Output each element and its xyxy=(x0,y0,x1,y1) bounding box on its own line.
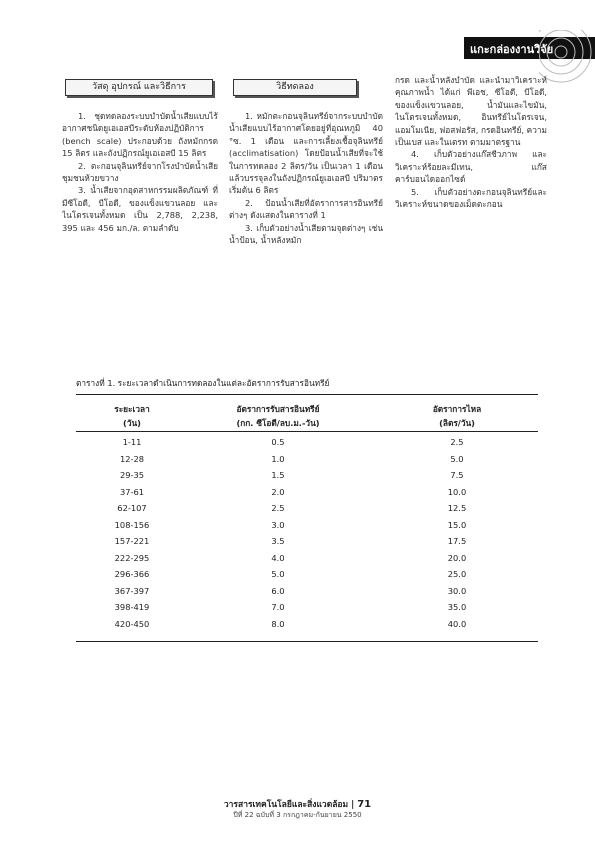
header-title: แกะกล่องงานวิจัย xyxy=(470,43,554,56)
cell-duration: 420-450 xyxy=(114,618,150,629)
target-circle-icon xyxy=(539,30,595,86)
header-flow-rate-unit: (ลิตร/วัน) xyxy=(439,418,475,428)
header-organic-loading-label: อัตราการรับสารอินทรีย์ xyxy=(236,404,320,414)
header-duration-label: ระยะเวลา xyxy=(114,404,150,414)
footer-separator: | xyxy=(351,800,358,810)
table-caption xyxy=(76,376,329,390)
cell-duration: 296-366 xyxy=(114,569,150,579)
cell-duration: 37-61 xyxy=(119,486,145,497)
cell-organic-loading: 4.0 xyxy=(271,552,285,563)
page-number: 71 xyxy=(357,799,372,810)
cell-flow-rate: 2.5 xyxy=(450,437,464,447)
table-row xyxy=(76,586,538,602)
header-duration-unit: (วัน) xyxy=(123,418,141,428)
cell-organic-loading: 8.0 xyxy=(271,618,285,629)
table-row xyxy=(76,602,538,618)
method-step-3: 3. เก็บตัวอย่างน้ำเสียตามจุดต่างๆ เช่น น้ำป้อน, น้ำหลังหมัก xyxy=(229,222,383,246)
cell-duration: 29-35 xyxy=(119,470,145,480)
cell-organic-loading: 7.0 xyxy=(271,602,285,612)
materials-column xyxy=(62,110,218,320)
cell-flow-rate: 17.5 xyxy=(447,536,467,546)
cell-organic-loading: 1.5 xyxy=(271,470,285,480)
cell-organic-loading: 0.5 xyxy=(271,437,285,447)
cell-flow-rate: 35.0 xyxy=(447,602,467,612)
cell-organic-loading: 3.0 xyxy=(271,519,285,530)
table-row xyxy=(76,437,538,453)
cell-organic-loading: 6.0 xyxy=(271,585,285,596)
cell-duration: 12-28 xyxy=(119,453,145,464)
cell-flow-rate: 30.0 xyxy=(447,585,467,596)
cell-flow-rate: 20.0 xyxy=(447,552,467,563)
cell-organic-loading: 1.0 xyxy=(271,453,285,464)
cell-flow-rate: 40.0 xyxy=(447,618,467,629)
header-flow-rate-label: อัตราการไหล xyxy=(432,404,482,414)
header-flow-rate xyxy=(397,402,517,430)
cell-duration: 157-221 xyxy=(114,536,150,546)
table-caption-text: ระยะเวลาดำเนินการทดลองในแต่ละอัตราการรับสารอินทรีย์ xyxy=(117,378,330,388)
table-row xyxy=(76,520,538,536)
table-row xyxy=(76,470,538,486)
cell-flow-rate: 7.5 xyxy=(450,470,464,480)
cell-flow-rate: 25.0 xyxy=(447,569,467,579)
materials-item-3: 3. น้ำเสียจากอุตสาหกรรมผลิตภัณฑ์ ที่มีซีโอดี, บีโอดี, ของแข็งแขวนลอย และไนโตรเจนทั้งหมด เป็น 2,788, 2,238, 395 และ 456 มก./ล. ตามลำดับ xyxy=(62,185,218,233)
table-header-rule xyxy=(76,431,538,432)
table-row xyxy=(76,569,538,585)
materials-item-2: 2. ตะกอนจุลินทรีย์จากโรงบำบัดน้ำเสียชุมชนห้วยขวาง xyxy=(62,160,218,184)
table-caption-label: ตารางที่ 1. xyxy=(76,378,116,388)
cell-organic-loading: 3.5 xyxy=(271,536,285,546)
table-row xyxy=(76,487,538,503)
footer-issue: ปีที่ 22 ฉบับที่ 3 กรกฎาคม-กันยายน 2550 xyxy=(233,811,362,819)
method-column xyxy=(229,110,383,320)
cell-duration: 1-11 xyxy=(122,437,142,447)
cell-duration: 367-397 xyxy=(114,585,150,596)
table-bottom-rule xyxy=(76,641,538,642)
table-row xyxy=(76,536,538,552)
method-column-continued xyxy=(395,74,547,320)
header-organic-loading-unit: (กก. ซีโอดี/ลบ.ม.-วัน) xyxy=(236,418,320,428)
cell-organic-loading: 2.5 xyxy=(271,503,285,513)
footer-journal xyxy=(0,797,595,811)
cell-organic-loading: 5.0 xyxy=(271,569,285,579)
method-step-5: 5. เก็บตัวอย่างตะกอนจุลินทรีย์และวิเคราะห์ขนาดของเม็ดตะกอน xyxy=(395,186,547,210)
materials-heading: วัสดุ อุปกรณ์ และวิธีการ xyxy=(65,79,213,96)
method-step-1: 1. หมักตะกอนจุลินทรีย์จากระบบบำบัดน้ำเสียแบบไร้อากาศโดยอยู่ที่อุณหภูมิ 40 °ซ. 1 เดือน และการเลี้ยงเชื้อจุลินทรีย์ (acclimatisation) โดยป้อนน้ำเสียที่จะใช้ในการทดลอง 2 ลิตร/วัน เป็นเวลา 1 เดือน แล้วบรรจุลงในถังปฏิกรณ์ยูเอเอสบี ปริมาตรเริ่มต้น 6 ลิตร xyxy=(229,111,383,196)
table-top-rule xyxy=(76,394,538,395)
table-row xyxy=(76,454,538,470)
method-step-4: 4. เก็บตัวอย่างแก๊สชีวภาพ และวิเคราะห์ร้อยละมีเทน, แก๊สคาร์บอนไดออกไซด์ xyxy=(395,149,547,185)
method-step-2: 2. ป้อนน้ำเสียที่อัตราการสารอินทรีย์ต่างๆ ดังแสดงในตารางที่ 1 xyxy=(229,197,383,221)
footer-journal-title: วารสารเทคโนโลยีและสิ่งแวดล้อม xyxy=(223,800,349,810)
cell-flow-rate: 15.0 xyxy=(447,519,467,530)
cell-flow-rate: 10.0 xyxy=(447,486,467,497)
header-organic-loading xyxy=(204,402,352,430)
cell-duration: 222-295 xyxy=(114,552,150,563)
method-step-3-cont: กรด และน้ำหลังบำบัด และนำมาวิเคราะห์คุณภาพน้ำ ได้แก่ พีเอช, ซีโอดี, บีโอดี, ของแข็งแขวนลอย, น้ำมันและไขมัน, ไนโตรเจนทั้งหมด, อินทรีย์ไนโตรเจน, แอมโมเนีย, ฟอสฟอรัส, กรดอินทรีย์, ความเป็นเบส และในเตรท ตามมาตรฐาน xyxy=(395,75,547,148)
materials-item-1: 1. ชุดทดลองระบบบำบัดน้ำเสียแบบไร้อากาศชนิดยูเอเอสบีระดับห้องปฏิบัติการ (bench scale) ประกอบด้วย ถังหมักกรด 15 ลิตร และถังปฏิกรณ์ยูเอเอสบี 15 ลิตร xyxy=(62,111,218,159)
table-row xyxy=(76,619,538,635)
cell-flow-rate: 12.5 xyxy=(447,503,467,513)
method-heading: วิธีทดลอง xyxy=(233,79,357,96)
table-row xyxy=(76,503,538,519)
cell-duration: 62-107 xyxy=(117,503,147,513)
cell-flow-rate: 5.0 xyxy=(450,453,464,464)
header-duration xyxy=(76,402,188,430)
cell-duration: 108-156 xyxy=(114,519,150,530)
cell-organic-loading: 2.0 xyxy=(271,486,285,497)
table-row xyxy=(76,553,538,569)
cell-duration: 398-419 xyxy=(114,602,150,612)
